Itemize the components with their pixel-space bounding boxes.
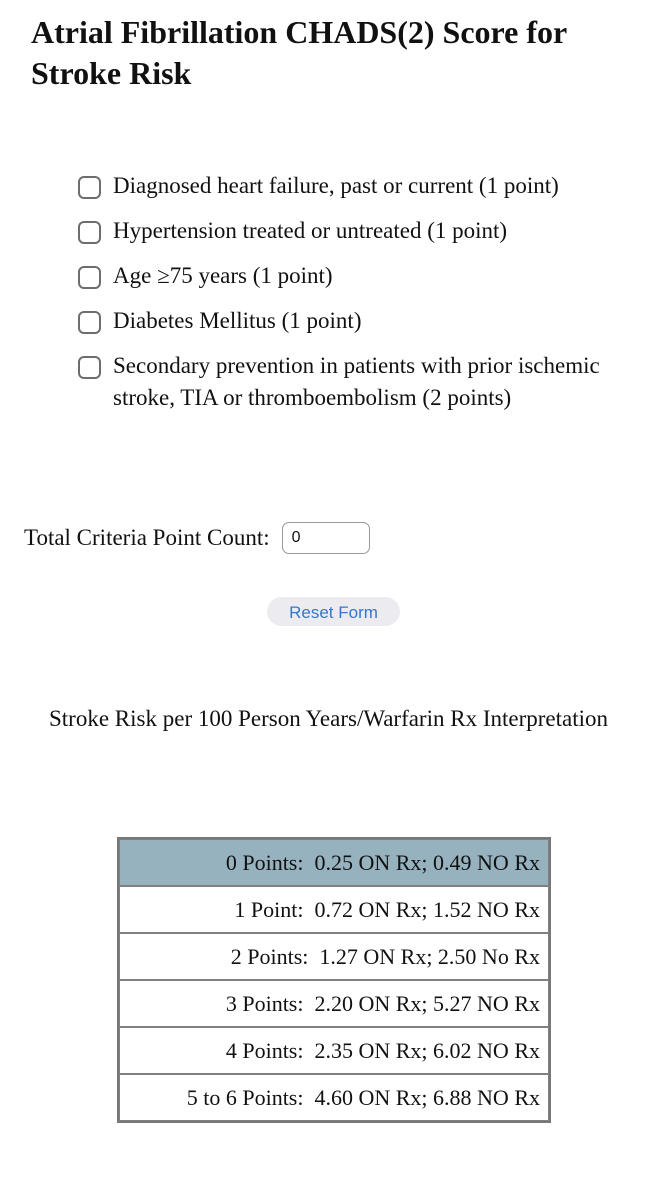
age-checkbox[interactable] bbox=[78, 266, 101, 289]
criterion-label: Diagnosed heart failure, past or current (1 point) bbox=[113, 173, 559, 198]
stroke-risk-table bbox=[117, 837, 551, 1123]
risk-cell: 3 Points: 2.20 ON Rx; 5.27 NO Rx bbox=[119, 980, 549, 1027]
criterion-heart-failure bbox=[70, 170, 650, 202]
heart-failure-checkbox[interactable] bbox=[78, 176, 101, 199]
secondary-prevention-checkbox[interactable] bbox=[78, 356, 101, 379]
hypertension-checkbox[interactable] bbox=[78, 221, 101, 244]
criterion-hypertension bbox=[70, 215, 650, 247]
criterion-age bbox=[70, 260, 650, 292]
criterion-label: Hypertension treated or untreated (1 point) bbox=[113, 218, 508, 243]
table-row bbox=[119, 1027, 549, 1074]
risk-cell: 1 Point: 0.72 ON Rx; 1.52 NO Rx bbox=[119, 886, 549, 933]
criteria-list bbox=[70, 170, 650, 427]
table-row bbox=[119, 933, 549, 980]
criterion-secondary-prevention bbox=[70, 350, 650, 414]
table-row bbox=[119, 1074, 549, 1121]
table-row bbox=[119, 980, 549, 1027]
table-row bbox=[119, 839, 549, 886]
interpretation-heading: Stroke Risk per 100 Person Years/Warfarin Rx Interpretation bbox=[49, 706, 608, 731]
risk-cell: 4 Points: 2.35 ON Rx; 6.02 NO Rx bbox=[119, 1027, 549, 1074]
risk-cell: 5 to 6 Points: 4.60 ON Rx; 6.88 NO Rx bbox=[119, 1074, 549, 1121]
risk-cell: 2 Points: 1.27 ON Rx; 2.50 No Rx bbox=[119, 933, 549, 980]
criterion-label: Secondary prevention in patients with prior ischemic stroke, TIA or thromboembolism (2 points) bbox=[113, 353, 600, 410]
page-title: Atrial Fibrillation CHADS(2) Score for Stroke Risk bbox=[31, 14, 567, 91]
table-row bbox=[119, 886, 549, 933]
criterion-label: Diabetes Mellitus (1 point) bbox=[113, 308, 362, 333]
criterion-label: Age ≥75 years (1 point) bbox=[113, 263, 333, 288]
criterion-diabetes bbox=[70, 305, 650, 337]
reset-form-button[interactable]: Reset Form bbox=[267, 597, 400, 626]
total-point-count-row bbox=[24, 520, 370, 556]
risk-cell: 0 Points: 0.25 ON Rx; 0.49 NO Rx bbox=[119, 839, 549, 886]
total-point-count-label: Total Criteria Point Count: bbox=[24, 525, 270, 550]
total-point-count-field[interactable] bbox=[282, 522, 370, 554]
diabetes-checkbox[interactable] bbox=[78, 311, 101, 334]
